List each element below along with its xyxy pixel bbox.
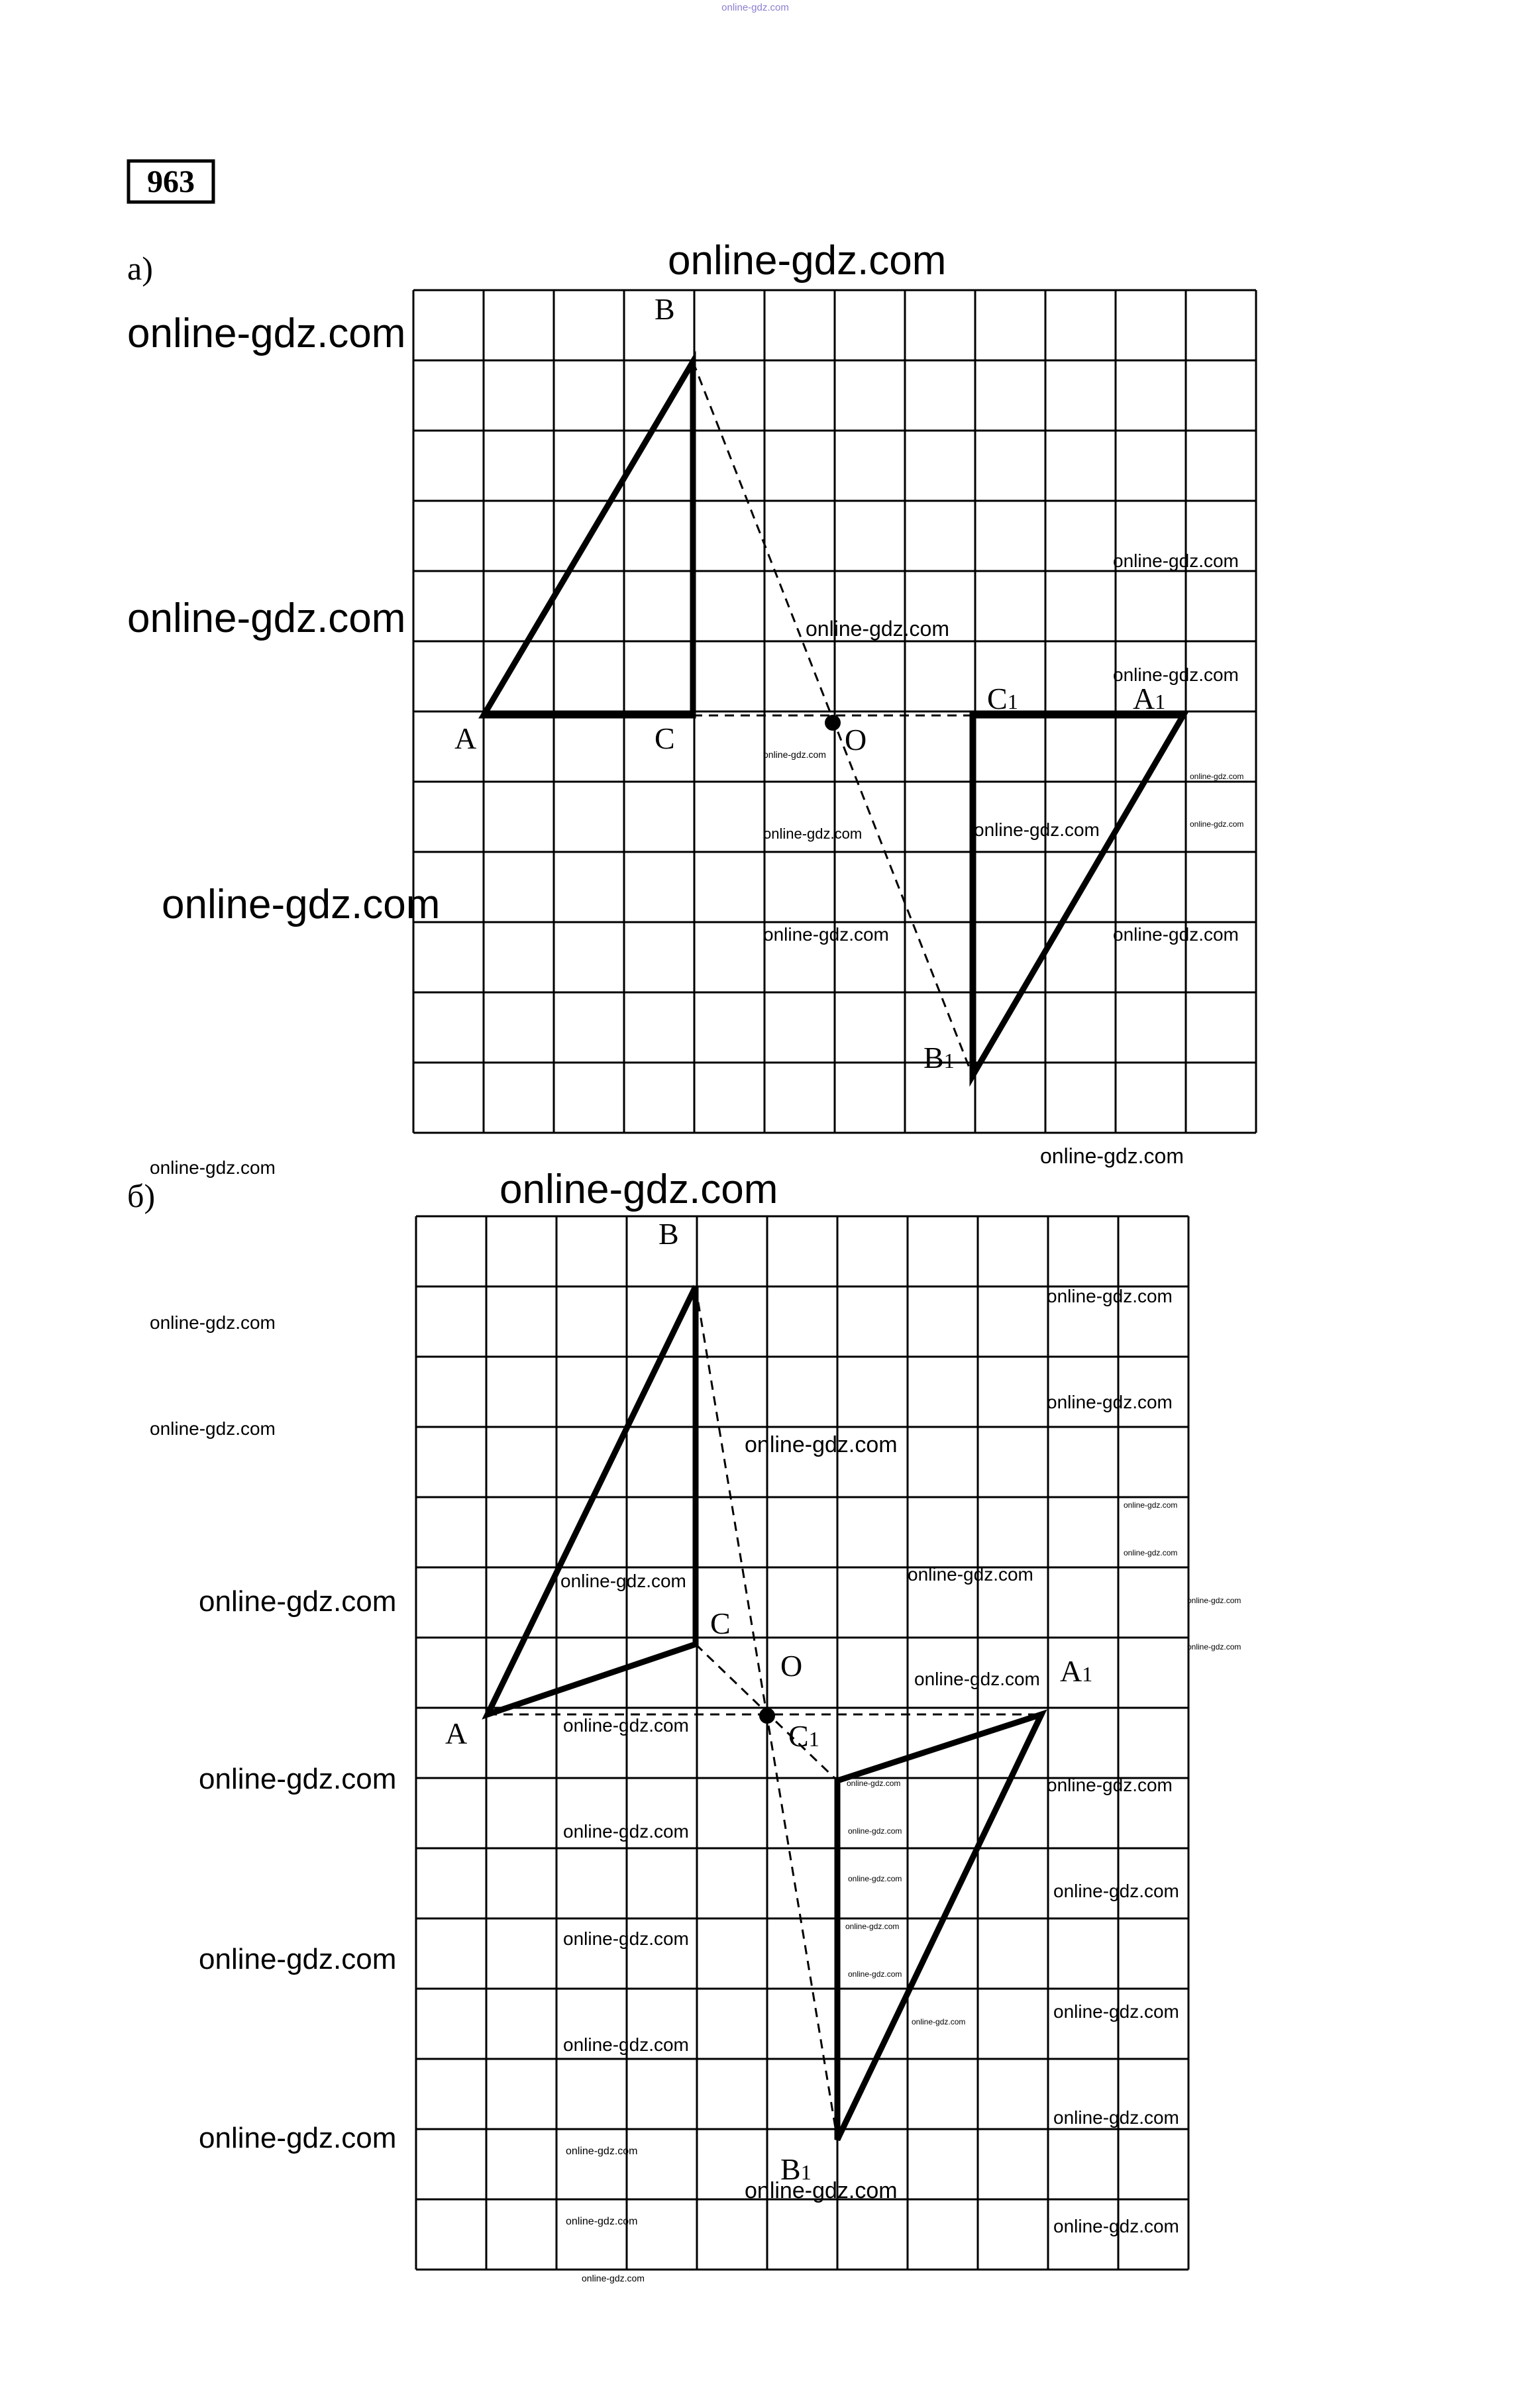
watermark: online-gdz.com <box>848 1874 902 1883</box>
watermark: online-gdz.com <box>1047 1286 1173 1306</box>
watermark: online-gdz.com <box>1124 1500 1178 1510</box>
watermark: online-gdz.com <box>563 1715 689 1736</box>
watermark: online-gdz.com <box>563 1928 689 1949</box>
watermark: online-gdz.com <box>1113 664 1239 685</box>
watermark: online-gdz.com <box>199 1763 397 1795</box>
watermark: online-gdz.com <box>199 1585 397 1618</box>
watermark: online-gdz.com <box>1053 2216 1179 2236</box>
triangle-abc-a <box>484 362 693 715</box>
triangle-a1b1c1-a <box>973 715 1183 1076</box>
watermark: online-gdz.com <box>914 1669 1040 1689</box>
watermark: online-gdz.com <box>908 1564 1033 1585</box>
label-a1-b: A1 <box>1060 1654 1093 1688</box>
watermark: online-gdz.com <box>582 2273 645 2283</box>
watermark: online-gdz.com <box>1190 772 1244 781</box>
label-o-a: O <box>845 723 867 757</box>
watermark: online-gdz.com <box>845 1922 900 1931</box>
watermark: online-gdz.com <box>668 238 947 284</box>
label-b-a: B <box>655 292 675 326</box>
watermark: online-gdz.com <box>150 1312 276 1333</box>
watermark: online-gdz.com <box>199 1943 397 1975</box>
label-o-b: O <box>780 1649 803 1683</box>
watermark: online-gdz.com <box>848 1826 902 1836</box>
watermark: online-gdz.com <box>563 2034 689 2055</box>
watermark: online-gdz.com <box>974 819 1100 840</box>
grid-a <box>413 290 1256 1133</box>
top-watermark: online-gdz.com <box>721 2 789 13</box>
watermark: online-gdz.com <box>127 311 406 356</box>
label-a-b: A <box>445 1716 468 1750</box>
label-c-a: C <box>655 721 675 755</box>
watermark: online-gdz.com <box>848 1969 902 1979</box>
watermark: online-gdz.com <box>1124 1548 1178 1557</box>
label-a-a: A <box>454 721 477 755</box>
label-a1-a: A1 <box>1133 682 1166 715</box>
center-point-o-b <box>759 1708 775 1724</box>
watermark: online-gdz.com <box>1053 1881 1179 1901</box>
part-b-label: б) <box>127 1177 156 1214</box>
watermark: online-gdz.com <box>199 2122 397 2154</box>
part-a-label: а) <box>127 250 153 287</box>
watermark: online-gdz.com <box>1187 1596 1241 1605</box>
watermark: online-gdz.com <box>162 882 441 927</box>
watermark: online-gdz.com <box>1047 1392 1173 1412</box>
watermark: online-gdz.com <box>563 1821 689 1842</box>
watermark: online-gdz.com <box>745 1432 898 1457</box>
watermark: online-gdz.com <box>150 1418 276 1439</box>
watermark: online-gdz.com <box>1053 2001 1179 2022</box>
center-point-o-a <box>825 715 841 731</box>
watermark: online-gdz.com <box>1190 819 1244 829</box>
watermark: online-gdz.com <box>1113 924 1239 945</box>
label-b-b: B <box>658 1217 679 1251</box>
label-b1-b: B1 <box>780 2152 812 2186</box>
watermark: online-gdz.com <box>1053 2107 1179 2128</box>
watermark: online-gdz.com <box>150 1157 276 1178</box>
watermark: online-gdz.com <box>912 2017 966 2026</box>
label-c-b: C <box>710 1606 731 1640</box>
watermark: online-gdz.com <box>763 924 889 945</box>
label-c1-b: C1 <box>788 1719 819 1753</box>
triangle-abc-b <box>488 1286 696 1714</box>
label-c1-a: C1 <box>987 682 1018 715</box>
watermarks <box>127 238 1243 2283</box>
problem-number: 963 <box>147 164 195 199</box>
watermark: online-gdz.com <box>1113 550 1239 571</box>
watermark: online-gdz.com <box>1040 1144 1184 1168</box>
watermark: online-gdz.com <box>745 2178 898 2203</box>
watermark: online-gdz.com <box>566 2146 638 2157</box>
watermark: online-gdz.com <box>500 1167 778 1212</box>
watermark: online-gdz.com <box>127 596 406 641</box>
label-b1-a: B1 <box>923 1041 955 1074</box>
watermark: online-gdz.com <box>560 1571 686 1591</box>
watermark: online-gdz.com <box>566 2216 638 2227</box>
watermark: online-gdz.com <box>1047 1775 1173 1795</box>
watermark: online-gdz.com <box>847 1779 901 1788</box>
watermark: online-gdz.com <box>806 617 949 641</box>
watermark: online-gdz.com <box>763 749 826 760</box>
watermark: online-gdz.com <box>763 825 863 842</box>
watermark: online-gdz.com <box>1187 1642 1241 1651</box>
